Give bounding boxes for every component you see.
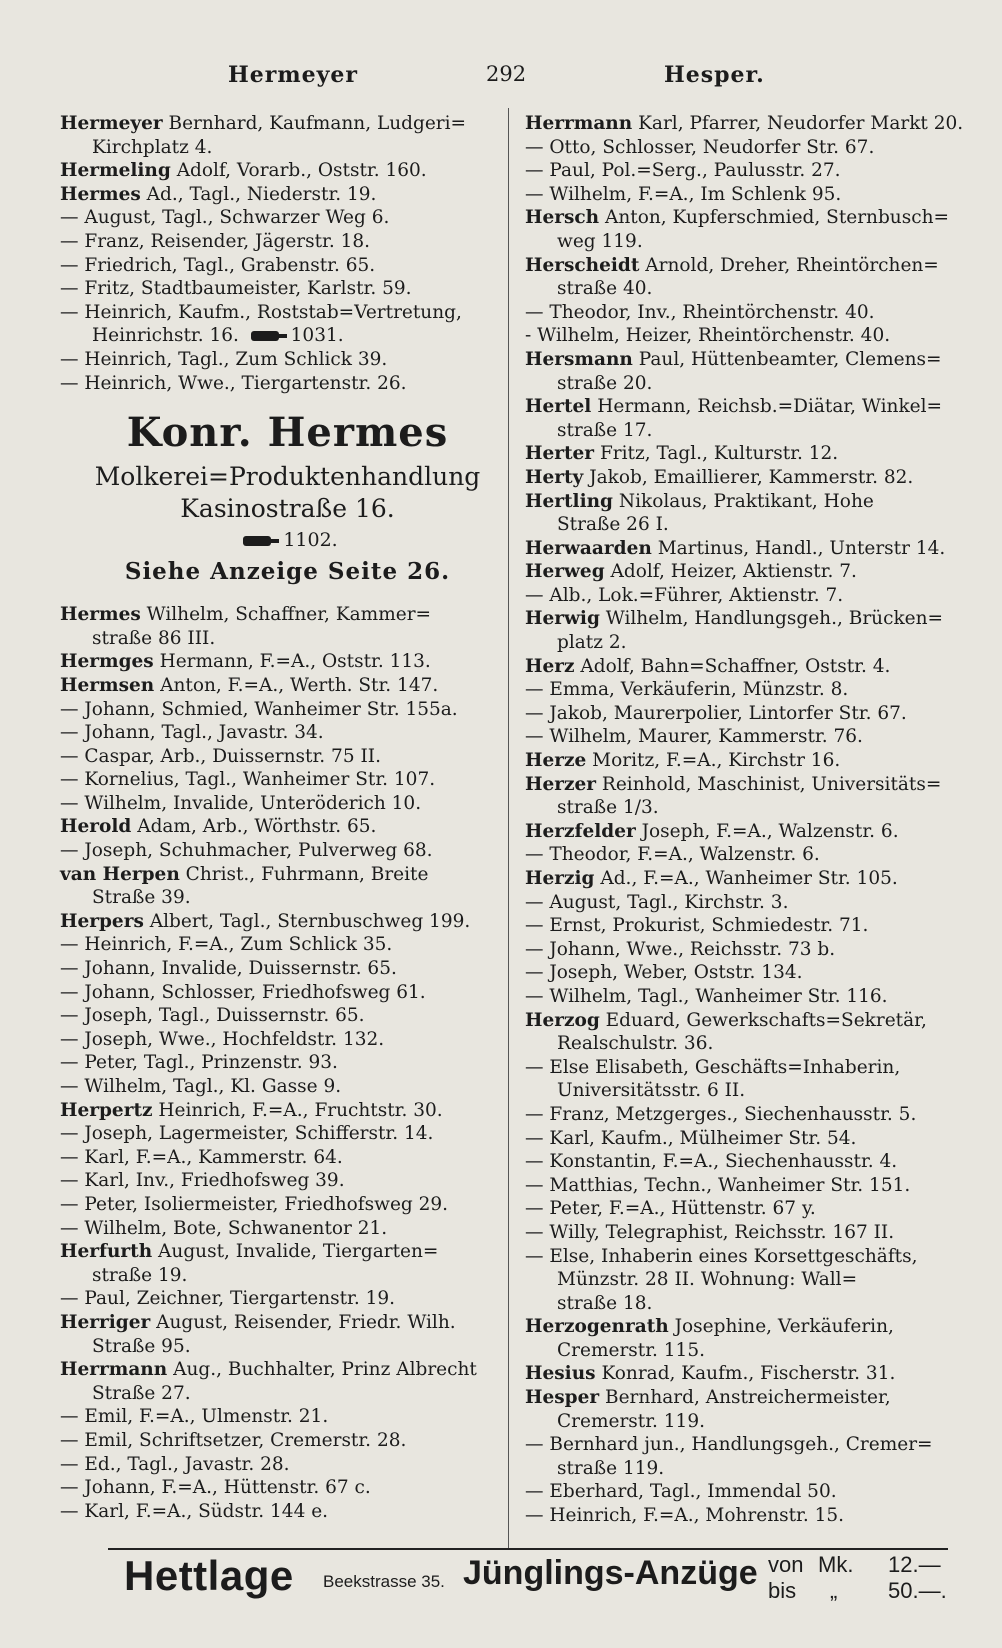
entry-text: — August, Tagl., Schwarzer Weg 6. [60, 207, 390, 229]
entry-continuation [60, 1264, 515, 1288]
entry-text: August, Invalide, Tiergarten= [158, 1241, 439, 1263]
entry-surname: Herpers [60, 910, 144, 932]
directory-entry [60, 301, 515, 348]
entry-text: Wilhelm, Schaffner, Kammer= [146, 604, 432, 626]
directory-entry [525, 206, 965, 253]
entry-text: — Wilhelm, Maurer, Kammerstr. 76. [525, 726, 863, 748]
entry-text: — Wilhelm, Invalide, Unteröderich 10. [60, 792, 422, 814]
entry-text: August, Reisender, Friedr. Wilh. [156, 1311, 456, 1333]
entry-continuation-text: Heinrichstr. 16. [92, 325, 239, 347]
entry-text: — Johann, Schmied, Wanheimer Str. 155a. [60, 698, 458, 720]
directory-entry [525, 1245, 965, 1292]
ad-phone-number: 1102. [283, 529, 338, 552]
entry-text: Arnold, Dreher, Rheintörchen= [645, 254, 939, 276]
entry-continuation [525, 1457, 965, 1481]
entry-surname: Hermsen [60, 674, 155, 696]
directory-entry [525, 136, 965, 160]
entry-surname: Hertling [525, 490, 613, 512]
entry-text: — Caspar, Arb., Duissernstr. 75 II. [60, 745, 381, 767]
directory-entry [60, 1051, 515, 1075]
ad-firm-name: Konr. Hermes [126, 409, 449, 457]
entry-surname: Hermeling [60, 160, 171, 182]
entry-text: — Emma, Verkäuferin, Münzstr. 8. [525, 679, 849, 701]
ad-phone [60, 525, 515, 555]
entry-text: — Heinrich, Wwe., Tiergartenstr. 26. [60, 372, 407, 394]
entry-continuation [525, 1268, 965, 1292]
entry-continuation-text: Cremerstr. 119. [557, 1410, 705, 1432]
directory-entry [525, 655, 965, 679]
entry-text: — Konstantin, F.=A., Siechenhausstr. 4. [525, 1151, 898, 1173]
footer-price-to: 50.—. [888, 1578, 947, 1603]
directory-entry [525, 1386, 965, 1433]
directory-entry [525, 1056, 965, 1103]
entry-surname: Herwig [525, 608, 600, 630]
entry-surname: Herwaarden [525, 537, 652, 559]
entry-continuation-text: straße 19. [92, 1264, 188, 1286]
directory-entry [60, 674, 515, 698]
advertisement-box [60, 405, 515, 589]
entry-surname: Herze [525, 750, 587, 772]
entry-continuation-text: Cremerstr. 115. [557, 1339, 705, 1361]
left-column [60, 112, 515, 1523]
entry-text: — Karl, Inv., Friedhofsweg 39. [60, 1170, 345, 1192]
directory-entry [525, 1315, 965, 1362]
entry-text: — Karl, F.=A., Kammerstr. 64. [60, 1146, 343, 1168]
entry-text: — Joseph, Wwe., Hochfeldstr. 132. [60, 1028, 385, 1050]
directory-entry [60, 933, 515, 957]
directory-entry [525, 1480, 965, 1504]
entry-continuation [525, 796, 965, 820]
entry-text: Heinrich, F.=A., Fruchtstr. 30. [158, 1099, 443, 1121]
entry-text: — Matthias, Techn., Wanheimer Str. 151. [525, 1174, 911, 1196]
entry-surname: Hersmann [525, 348, 633, 370]
entry-surname: Herty [525, 466, 584, 488]
entry-text: — Wilhelm, Tagl., Kl. Gasse 9. [60, 1076, 342, 1097]
entry-text: — Johann, F.=A., Hüttenstr. 67 c. [60, 1477, 371, 1499]
footer-price-from: 12.— [888, 1552, 941, 1577]
entry-surname: Herweg [525, 561, 605, 583]
entry-surname: Hermges [60, 651, 154, 673]
entry-text: Konrad, Kaufm., Fischerstr. 31. [601, 1363, 896, 1385]
directory-entry [60, 1122, 515, 1146]
entry-text: Moritz, F.=A., Kirchstr 16. [592, 750, 841, 772]
directory-entry [525, 702, 965, 726]
directory-entry [525, 1103, 965, 1127]
entry-text: — Ed., Tagl., Javastr. 28. [60, 1453, 290, 1475]
entry-surname: Herriger [60, 1311, 151, 1333]
directory-entry [525, 1221, 965, 1245]
page-number: 292 [486, 62, 527, 86]
directory-entry [60, 721, 515, 745]
directory-entry [525, 442, 965, 466]
entry-continuation-text: Straße 39. [92, 887, 191, 909]
directory-entry [60, 277, 515, 301]
directory-entry [525, 1504, 965, 1528]
entry-surname: Herz [525, 655, 575, 677]
entry-text: — Emil, Schriftsetzer, Cremerstr. 28. [60, 1429, 407, 1451]
directory-entry [60, 910, 515, 934]
directory-entry [60, 1476, 515, 1500]
directory-entry [525, 678, 965, 702]
entry-text: — Kornelius, Tagl., Wanheimer Str. 107. [60, 769, 436, 791]
entry-continuation [525, 277, 965, 301]
entry-surname: Hesper [525, 1387, 600, 1409]
entry-text: — Jakob, Maurerpolier, Lintorfer Str. 67. [525, 702, 907, 724]
entry-text: Ad., Tagl., Niederstr. 19. [146, 183, 377, 205]
entry-surname: Hermeyer [60, 113, 163, 134]
entry-surname: Hesius [525, 1363, 596, 1385]
entry-surname: Herfurth [60, 1241, 153, 1263]
entry-text: — August, Tagl., Kirchstr. 3. [525, 891, 789, 913]
directory-entry [60, 1311, 515, 1358]
entry-text: Adolf, Vorarb., Oststr. 160. [176, 160, 427, 182]
entry-text: — Paul, Pol.=Serg., Paulusstr. 27. [525, 160, 841, 182]
directory-entry [60, 1240, 515, 1287]
entry-text: Aug., Buchhalter, Prinz Albrecht [173, 1359, 477, 1381]
directory-entry [60, 112, 515, 159]
directory-entry [60, 206, 515, 230]
entry-text: — Fritz, Stadtbaumeister, Karlstr. 59. [60, 278, 412, 300]
entry-phone: 1031. [290, 325, 344, 347]
entry-text: Bernhard, Anstreichermeister, [605, 1387, 891, 1409]
directory-entry [60, 698, 515, 722]
entry-continuation [60, 1382, 515, 1406]
entry-surname: Herzig [525, 868, 595, 889]
directory-entry [60, 1358, 515, 1405]
directory-entry [60, 1217, 515, 1241]
entry-text: Hermann, F.=A., Oststr. 113. [159, 651, 431, 673]
entry-text: — Heinrich, Tagl., Zum Schlick 39. [60, 348, 388, 370]
entry-text: Nikolaus, Praktikant, Hohe [618, 490, 874, 512]
entry-surname: Herscheidt [525, 254, 640, 276]
entry-text: — Else, Inhaberin eines Korsettgeschäfts, [525, 1245, 918, 1267]
directory-entry [60, 1405, 515, 1429]
entry-text: — Johann, Wwe., Reichsstr. 73 b. [525, 938, 836, 960]
entry-text: — Alb., Lok.=Führer, Aktienstr. 7. [525, 584, 844, 606]
entry-surname: Hertel [525, 396, 592, 418]
entry-continuation-text: straße 86 III. [92, 627, 216, 649]
entry-text: Wilhelm, Handlungsgeh., Brücken= [605, 608, 944, 630]
directory-entry [60, 159, 515, 183]
entry-text: Karl, Pfarrer, Neudorfer Markt 20. [638, 113, 964, 134]
running-head-right: Hesper. [664, 62, 765, 88]
entry-text: Fritz, Tagl., Kulturstr. 12. [599, 443, 839, 465]
directory-entry [525, 301, 965, 325]
directory-entry [60, 183, 515, 207]
entry-list [60, 603, 515, 1523]
entry-continuation [60, 324, 515, 348]
directory-entry [60, 348, 515, 372]
entry-surname: Herpertz [60, 1099, 153, 1121]
entry-text: Ad., F.=A., Wanheimer Str. 105. [600, 868, 898, 889]
directory-entry [525, 537, 965, 561]
entry-text: — Franz, Metzgerges., Siechenhausstr. 5. [525, 1103, 917, 1125]
directory-entry [525, 820, 965, 844]
directory-entry [525, 560, 965, 584]
directory-entry [60, 1099, 515, 1123]
directory-entry [525, 961, 965, 985]
entry-continuation [525, 372, 965, 396]
footer-slogan: Jünglings-Anzüge [463, 1554, 758, 1592]
directory-entry [60, 1500, 515, 1524]
directory-entry [525, 395, 965, 442]
entry-surname: Hermes [60, 183, 141, 205]
entry-surname: Herzog [525, 1009, 600, 1031]
entry-text: — Otto, Schlosser, Neudorfer Str. 67. [525, 136, 875, 158]
entry-continuation [60, 886, 515, 910]
entry-continuation-text: straße 1/3. [557, 797, 659, 819]
footer-street: Beekstrasse 35. [323, 1572, 445, 1591]
entry-text: Joseph, F.=A., Walzenstr. 6. [641, 820, 899, 842]
directory-entry [60, 1193, 515, 1217]
entry-surname: Herrmann [525, 113, 633, 134]
directory-entry [525, 1009, 965, 1056]
directory-entry [525, 254, 965, 301]
directory-entry [60, 1004, 515, 1028]
directory-entry [60, 230, 515, 254]
entry-text: — Heinrich, Kaufm., Roststab=Vertretung, [60, 301, 462, 323]
entry-list [60, 112, 515, 395]
entry-surname: Herzfelder [525, 820, 636, 842]
directory-entry [525, 466, 965, 490]
entry-text: — Joseph, Weber, Oststr. 134. [525, 962, 803, 984]
directory-entry [525, 749, 965, 773]
entry-continuation-text: Kirchplatz 4. [92, 136, 213, 158]
directory-entry [525, 159, 965, 183]
entry-text: — Karl, F.=A., Südstr. 144 e. [60, 1500, 329, 1522]
ad-reference: Siehe Anzeige Seite 26. [124, 558, 451, 586]
entry-continuation [525, 513, 965, 537]
entry-continuation [525, 1292, 965, 1316]
entry-text: — Ernst, Prokurist, Schmiedestr. 71. [525, 915, 869, 937]
entry-text: — Johann, Schlosser, Friedhofsweg 61. [60, 981, 426, 1003]
entry-text: Christ., Fuhrmann, Breite [185, 863, 429, 885]
right-column [525, 112, 965, 1528]
entry-text: — Johann, Tagl., Javastr. 34. [60, 722, 324, 744]
entry-continuation [525, 1410, 965, 1434]
entry-text: Josephine, Verkäuferin, [674, 1316, 894, 1338]
directory-entry [525, 1197, 965, 1221]
telephone-icon [243, 536, 271, 546]
directory-entry [60, 1429, 515, 1453]
entry-text: — Heinrich, F.=A., Zum Schlick 35. [60, 934, 393, 956]
entry-text: Eduard, Gewerkschafts=Sekretär, [605, 1009, 927, 1031]
entry-continuation-text: straße 20. [557, 372, 653, 394]
entry-text: — Emil, F.=A., Ulmenstr. 21. [60, 1406, 329, 1428]
entry-text: — Eberhard, Tagl., Immendal 50. [525, 1481, 837, 1503]
directory-entry [525, 183, 965, 207]
entry-list [525, 112, 965, 1528]
entry-continuation [60, 136, 515, 160]
directory-entry [525, 607, 965, 654]
entry-text: Albert, Tagl., Sternbuschweg 199. [149, 910, 471, 932]
entry-continuation [60, 1335, 515, 1359]
directory-entry [525, 843, 965, 867]
entry-continuation-text: Straße 27. [92, 1382, 191, 1404]
footer-von: von [768, 1552, 804, 1577]
entry-text: — Willy, Telegraphist, Reichsstr. 167 II. [525, 1221, 895, 1243]
entry-continuation [525, 1339, 965, 1363]
entry-continuation-text: weg 119. [557, 230, 643, 252]
directory-entry [60, 1453, 515, 1477]
entry-text: Adolf, Bahn=Schaffner, Oststr. 4. [580, 655, 891, 677]
entry-text: - Wilhelm, Heizer, Rheintörchenstr. 40. [525, 325, 891, 347]
directory-entry [60, 839, 515, 863]
directory-entry [60, 1028, 515, 1052]
entry-text: — Wilhelm, Bote, Schwanentor 21. [60, 1217, 388, 1239]
entry-continuation-text: Münzstr. 28 II. Wohnung: Wall= [557, 1269, 858, 1291]
entry-surname: van Herpen [60, 863, 180, 885]
directory-entry [525, 1150, 965, 1174]
entry-continuation-text: platz 2. [557, 632, 627, 654]
footer-currency: Mk. [818, 1552, 854, 1577]
entry-surname: Herrmann [60, 1359, 168, 1381]
directory-entry [60, 1075, 515, 1099]
ad-business: Molkerei=Produktenhandlung [94, 462, 481, 492]
entry-surname: Herzer [525, 773, 597, 795]
footer-ditto: „ [830, 1578, 838, 1603]
directory-entry [60, 863, 515, 910]
entry-text: Paul, Hüttenbeamter, Clemens= [638, 348, 942, 370]
entry-continuation [525, 1079, 965, 1103]
entry-surname: Hersch [525, 207, 600, 229]
ad-address: Kasinostraße 16. [180, 494, 395, 524]
entry-text: Martinus, Handl., Unterstr 14. [657, 537, 946, 559]
entry-surname: Herter [525, 443, 595, 465]
entry-continuation [525, 230, 965, 254]
entry-text: — Franz, Reisender, Jägerstr. 18. [60, 230, 371, 252]
directory-entry [525, 1433, 965, 1480]
directory-entry [525, 891, 965, 915]
entry-text: Bernhard, Kaufmann, Ludgeri= [168, 113, 467, 134]
entry-text: Adam, Arb., Wörthstr. 65. [137, 816, 377, 838]
directory-entry [525, 584, 965, 608]
entry-text: Hermann, Reichsb.=Diätar, Winkel= [597, 396, 943, 418]
entry-continuation-text: straße 17. [557, 419, 653, 441]
entry-text: Reinhold, Maschinist, Universitäts= [601, 773, 942, 795]
entry-continuation-text: straße 18. [557, 1292, 653, 1314]
entry-text: — Karl, Kaufm., Mülheimer Str. 54. [525, 1127, 857, 1149]
entry-text: — Paul, Zeichner, Tiergartenstr. 19. [60, 1288, 396, 1310]
directory-entry [525, 1292, 965, 1316]
directory-entry [525, 324, 965, 348]
footer-bis: bis [768, 1578, 797, 1603]
directory-entry [60, 1287, 515, 1311]
entry-text: Anton, Kupferschmied, Sternbusch= [605, 207, 949, 229]
directory-entry [60, 792, 515, 816]
directory-entry [60, 1169, 515, 1193]
entry-text: — Joseph, Schuhmacher, Pulverweg 68. [60, 840, 433, 862]
entry-text: — Theodor, F.=A., Walzenstr. 6. [525, 844, 820, 866]
directory-entry [525, 490, 965, 537]
directory-entry [60, 981, 515, 1005]
directory-entry [525, 914, 965, 938]
footer-advertisement [118, 1550, 948, 1610]
directory-entry [525, 773, 965, 820]
directory-entry [525, 938, 965, 962]
directory-entry [525, 1174, 965, 1198]
entry-text: — Theodor, Inv., Rheintörchenstr. 40. [525, 301, 875, 323]
entry-text: — Peter, F.=A., Hüttenstr. 67 y. [525, 1198, 816, 1220]
directory-entry [60, 768, 515, 792]
entry-surname: Hermes [60, 604, 141, 626]
entry-continuation-text: Straße 95. [92, 1335, 191, 1357]
entry-surname: Herold [60, 816, 132, 838]
directory-entry [525, 112, 965, 136]
entry-continuation [525, 631, 965, 655]
telephone-icon [251, 331, 279, 341]
directory-entry [525, 867, 965, 891]
entry-continuation-text: straße 119. [557, 1457, 665, 1479]
entry-surname: Herzogenrath [525, 1316, 669, 1338]
entry-text: Adolf, Heizer, Aktienstr. 7. [610, 561, 857, 583]
entry-text: — Wilhelm, Tagl., Wanheimer Str. 116. [525, 985, 888, 1007]
footer-brand: Hettlage [124, 1552, 294, 1599]
directory-entry [525, 348, 965, 395]
entry-text: — Joseph, Lagermeister, Schifferstr. 14. [60, 1123, 434, 1145]
entry-text: — Joseph, Tagl., Duissernstr. 65. [60, 1005, 365, 1027]
entry-continuation-text: Straße 26 I. [557, 514, 669, 536]
directory-entry [60, 1146, 515, 1170]
entry-text: — Peter, Tagl., Prinzenstr. 93. [60, 1052, 338, 1074]
directory-entry [60, 603, 515, 650]
entry-text: — Bernhard jun., Handlungsgeh., Cremer= [525, 1434, 933, 1456]
directory-entry [60, 372, 515, 396]
entry-continuation [525, 419, 965, 443]
directory-entry [60, 745, 515, 769]
entry-text: — Johann, Invalide, Duissernstr. 65. [60, 958, 397, 980]
directory-entry [525, 725, 965, 749]
directory-entry [60, 957, 515, 981]
entry-text: — Else Elisabeth, Geschäfts=Inhaberin, [525, 1056, 901, 1078]
entry-text: — Peter, Isoliermeister, Friedhofsweg 29. [60, 1193, 449, 1215]
entry-continuation [525, 1032, 965, 1056]
directory-entry [60, 815, 515, 839]
entry-text: — Friedrich, Tagl., Grabenstr. 65. [60, 254, 376, 276]
entry-continuation-text: Universitätsstr. 6 II. [557, 1080, 746, 1102]
entry-text: Anton, F.=A., Werth. Str. 147. [160, 674, 439, 696]
directory-entry [525, 985, 965, 1009]
running-head-left: Hermeyer [228, 62, 359, 88]
directory-entry [525, 1127, 965, 1151]
entry-text: — Wilhelm, F.=A., Im Schlenk 95. [525, 183, 842, 205]
entry-continuation-text: Realschulstr. 36. [557, 1033, 714, 1055]
directory-entry [525, 1362, 965, 1386]
entry-continuation [60, 627, 515, 651]
entry-text: — Heinrich, F.=A., Mohrenstr. 15. [525, 1505, 845, 1527]
entry-continuation-text: straße 40. [557, 278, 653, 300]
directory-entry [60, 650, 515, 674]
directory-entry [60, 254, 515, 278]
entry-text: Jakob, Emaillierer, Kammerstr. 82. [589, 466, 914, 488]
